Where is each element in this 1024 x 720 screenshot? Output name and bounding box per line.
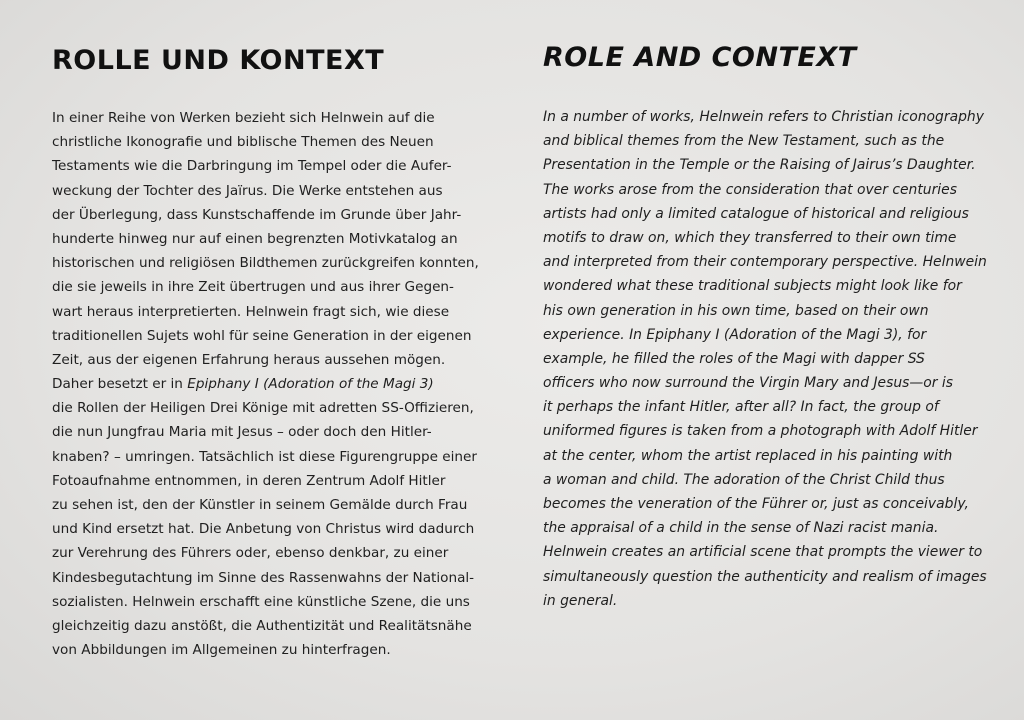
german-line: Zeit, aus der eigenen Erfahrung heraus aussehen mögen. (52, 351, 446, 368)
german-line: sozialisten. Helnwein erschafft eine künstliche Szene, die uns (52, 593, 470, 610)
english-line: Helnwein creates an artificial scene that prompts the viewer to (543, 544, 983, 561)
german-line: Fotoaufnahme entnommen, in deren Zentrum Adolf Hitler (52, 472, 446, 489)
english-line: The works arose from the consideration that over centuries (543, 181, 957, 198)
english-line: at the center, whom the artist replaced in his painting with (543, 447, 953, 464)
german-line: zu sehen ist, den der Künstler in seinem Gemälde durch Frau (52, 497, 468, 513)
german-line: christliche Ikonografie und biblische Themen des Neuen (52, 134, 434, 151)
english-line: example, he filled the roles of the Magi with dapper SS (543, 350, 925, 367)
german-line: gleichzeitig dazu anstößt, die Authentizität und Realitätsnähe (52, 617, 472, 634)
german-line-text: Daher besetzt er in (52, 376, 188, 393)
german-line: zur Verehrung des Führers oder, ebenso denkbar, zu einer (52, 545, 449, 562)
german-line: und Kind ersetzt hat. Die Anbetung von Christus wird dadurch (52, 521, 475, 538)
english-heading: ROLE AND CONTEXT (543, 42, 857, 73)
english-line: and biblical themes from the New Testament, such as the (543, 133, 945, 150)
english-line: artists had only a limited catalogue of historical and religious (543, 205, 969, 222)
german-line: der Überlegung, dass Kunstschaffende im Grunde über Jahr- (52, 206, 462, 223)
english-line: a woman and child. The adoration of the Christ Child thus (543, 471, 945, 488)
english-line: uniformed figures is taken from a photograph with Adolf Hitler (543, 423, 978, 440)
english-line: becomes the veneration of the Führer or, just as conceivably, (543, 496, 969, 512)
german-line-with-artwork-title (52, 372, 479, 396)
english-line: his own generation in his own time, based on their own (543, 302, 929, 319)
german-line: von Abbildungen im Allgemeinen zu hinterfragen. (52, 642, 391, 659)
german-line: Kindesbegutachtung im Sinne des Rassenwahns der National- (52, 569, 475, 586)
german-line: knaben? – umringen. Tatsächlich ist diese Figurengruppe einer (52, 448, 477, 465)
english-line: Presentation in the Temple or the Raising of Jairus’s Daughter. (543, 157, 976, 174)
german-line: Testaments wie die Darbringung im Tempel oder die Aufer- (52, 158, 452, 175)
english-line: in general. (543, 592, 618, 609)
german-heading: ROLLE UND KONTEXT (52, 45, 385, 76)
artwork-title: Epiphany I (Adoration of the Magi 3) (187, 376, 434, 393)
german-line: weckung der Tochter des Jaïrus. Die Werke entstehen aus (52, 182, 443, 199)
english-line: it perhaps the infant Hitler, after all? In fact, the group of (543, 399, 939, 416)
english-paragraph (543, 105, 987, 613)
german-line: die sie jeweils in ihre Zeit übertrugen und aus ihrer Gegen- (52, 279, 454, 296)
english-line: and interpreted from their contemporary perspective. Helnwein (543, 254, 987, 271)
english-line: simultaneously question the authenticity and realism of images (543, 568, 987, 585)
german-line: In einer Reihe von Werken bezieht sich Helnwein auf die (52, 110, 435, 126)
german-line: historischen und religiösen Bildthemen zurückgreifen konnten, (52, 255, 479, 272)
english-line: experience. In Epiphany I (Adoration of the Magi 3), for (543, 326, 927, 343)
german-line: traditionellen Sujets wohl für seine Generation in der eigenen (52, 327, 472, 344)
german-line: wart heraus interpretierten. Helnwein fragt sich, wie diese (52, 303, 450, 320)
english-line: the appraisal of a child in the sense of Nazi racist mania. (543, 520, 939, 537)
german-line: die Rollen der Heiligen Drei Könige mit adretten SS-Offizieren, (52, 400, 474, 417)
english-line: In a number of works, Helnwein refers to Christian iconography (543, 109, 984, 125)
german-paragraph (52, 106, 479, 662)
german-line: hunderte hinweg nur auf einen begrenzten Motivkatalog an (52, 230, 458, 247)
english-line: wondered what these traditional subjects might look like for (543, 278, 962, 295)
english-line: motifs to draw on, which they transferred to their own time (543, 229, 957, 246)
german-line: die nun Jungfrau Maria mit Jesus – oder doch den Hitler- (52, 424, 432, 441)
english-line: officers who now surround the Virgin Mary and Jesus—or is (543, 375, 953, 392)
